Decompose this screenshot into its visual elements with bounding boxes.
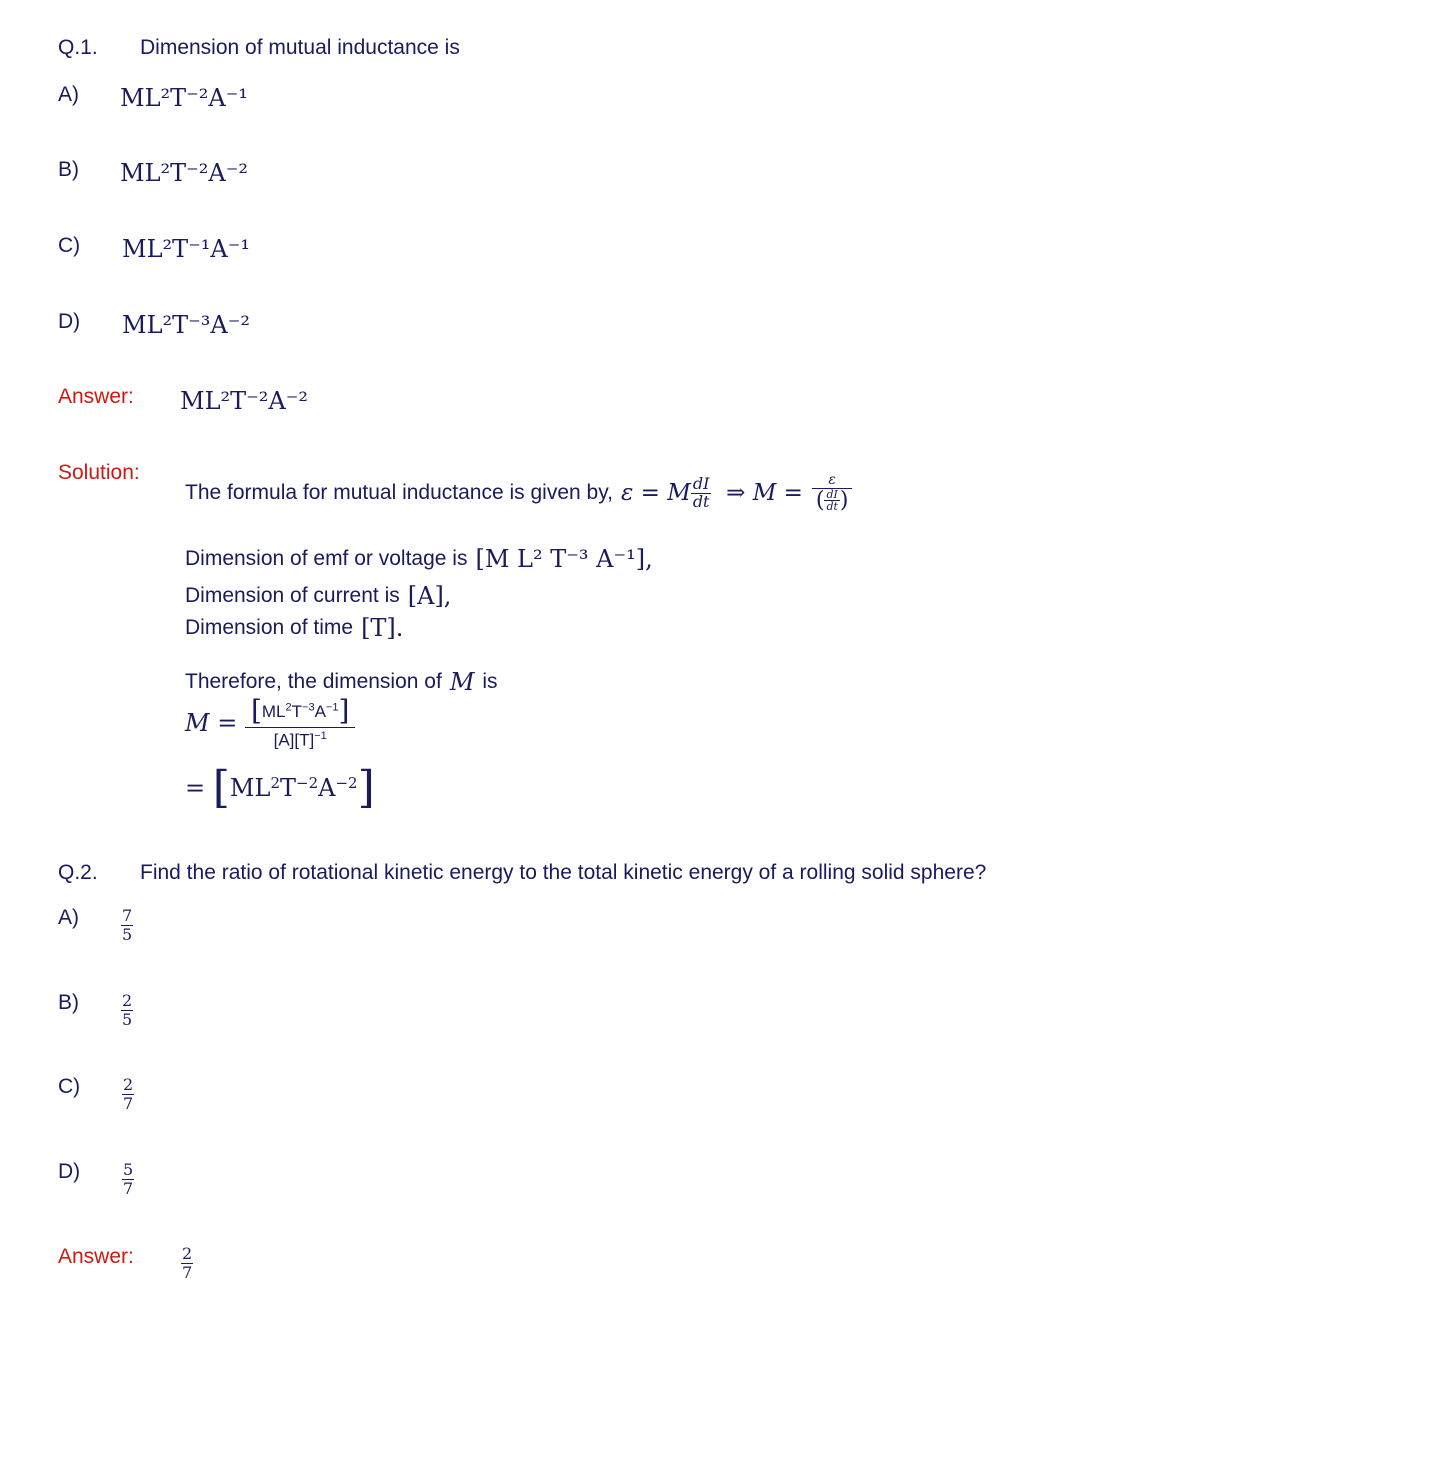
solution-formula-line	[185, 458, 854, 528]
question-text: Dimension of mutual inductance is	[140, 36, 460, 59]
solution-label: Solution:	[58, 461, 140, 484]
solution-current-text: Dimension of current is	[185, 584, 400, 607]
option-fraction	[120, 992, 134, 1029]
answer-label: Answer:	[58, 385, 134, 408]
option-fraction	[121, 1076, 135, 1113]
option-math: ML²T⁻³A⁻²	[122, 311, 251, 339]
option-fraction	[121, 1161, 135, 1198]
solution-current-line	[185, 582, 451, 610]
option-label: A)	[58, 83, 79, 106]
option-label: D)	[58, 1160, 81, 1183]
fraction-numerator: 2	[123, 1075, 134, 1094]
solution-derivation-line2: = [ $ML^2T^{-2}A^{-2}$ ]	[185, 762, 375, 813]
fraction-denominator: 7	[123, 1093, 134, 1113]
option-label: B)	[58, 158, 79, 181]
answer-fraction	[180, 1245, 194, 1282]
answer-label: Answer:	[58, 1245, 134, 1268]
solution-therefore-var: M	[449, 668, 475, 696]
fraction-numerator: 5	[123, 1160, 134, 1179]
solution-time-math: [T].	[361, 614, 404, 642]
solution-derivation-line1: M = $\frac{[ML^2T^{-3}A^{-1}]}{[A][T]^{-1}}$	[185, 696, 355, 750]
option-label: A)	[58, 906, 79, 929]
option-math: ML²T⁻¹A⁻¹	[122, 235, 251, 263]
solution-emf-line	[185, 545, 653, 573]
option-math: ML²T⁻²A⁻²	[120, 159, 249, 187]
option-math: ML²T⁻²A⁻¹	[120, 84, 249, 112]
solution-time-line	[185, 614, 403, 642]
solution-therefore-is: is	[482, 670, 498, 693]
solution-therefore-text: Therefore, the dimension of	[185, 670, 442, 693]
question-number: Q.2.	[58, 861, 98, 884]
solution-current-math: [A],	[407, 582, 452, 610]
option-label: C)	[58, 234, 81, 257]
fraction-denominator: 5	[122, 924, 133, 944]
option-label: B)	[58, 991, 79, 1014]
answer-math: ML²T⁻²A⁻²	[180, 387, 309, 415]
fraction-denominator: 7	[182, 1262, 193, 1282]
fraction-denominator: 5	[122, 1009, 133, 1029]
solution-formula-math: ε = M $\frac{dI}{dt}$ ⇒ M = ε ( $\frac{dI}{dt}$ )	[621, 473, 854, 513]
fraction-numerator: 2	[122, 991, 133, 1010]
option-label: C)	[58, 1075, 81, 1098]
fraction-denominator: 7	[123, 1178, 134, 1198]
fraction-numerator: 2	[182, 1244, 193, 1263]
option-fraction	[120, 907, 134, 944]
question-text: Find the ratio of rotational kinetic energy to the total kinetic energy of a rolling solid sphere?	[140, 861, 987, 884]
solution-therefore-line	[185, 668, 498, 696]
question-number: Q.1.	[58, 36, 98, 59]
solution-formula-text: The formula for mutual inductance is given by,	[185, 481, 613, 504]
solution-emf-math: [M L² T⁻³ A⁻¹],	[475, 545, 653, 573]
solution-emf-text: Dimension of emf or voltage is	[185, 547, 468, 570]
solution-time-text: Dimension of time	[185, 616, 354, 639]
option-label: D)	[58, 310, 81, 333]
fraction-numerator: 7	[122, 906, 133, 925]
